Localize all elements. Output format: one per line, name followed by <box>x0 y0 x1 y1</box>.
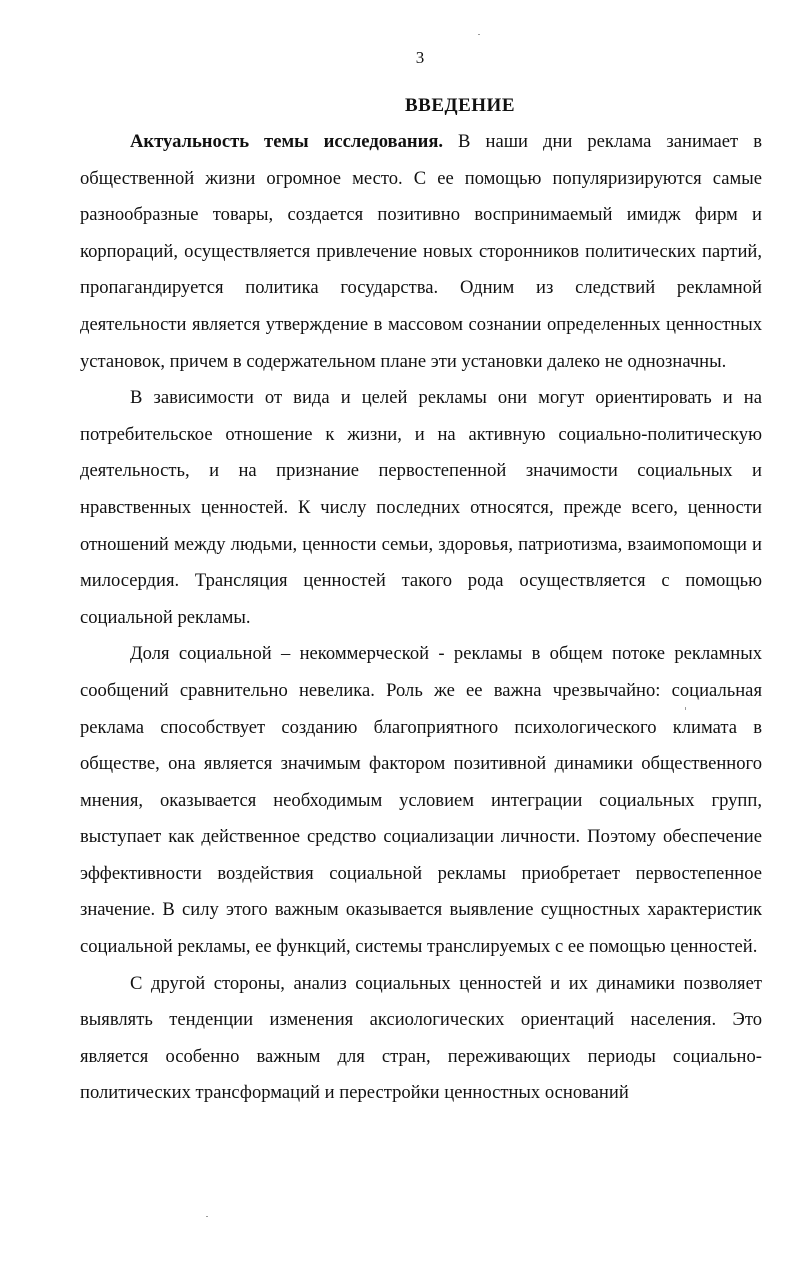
paragraph-advertising-values: В зависимости от вида и целей рекламы они могут ориентировать и на потребительское отношение к жизни, и на активную социально-политическую деятельность, и на признание первостепенной значимости социальных и нравственных ценностей. К числу последних относятся, прежде всего, ценности отношений между людьми, ценности семьи, здоровья, патриотизма, взаимопомощи и милосердия. Трансляция ценностей такого рода осуществляется с помощью социальной рекламы. <box>80 387 762 628</box>
body-text <box>80 124 762 1112</box>
paragraph-lead: Актуальность темы исследования. <box>130 131 444 152</box>
scan-speck <box>478 34 480 35</box>
page-number: 3 <box>415 48 425 67</box>
section-heading: ВВЕДЕНИЕ <box>405 95 515 116</box>
scan-speck <box>206 1216 208 1217</box>
paragraph-relevance <box>80 124 762 380</box>
paragraph-value-dynamics: С другой стороны, анализ социальных ценностей и их динамики позволяет выявлять тенденции изменения аксиологических ориентаций населения. Это является особенно важным для стран, переживающих периоды социально-политических трансформаций и перестройки ценностных оснований <box>80 972 762 1104</box>
paragraph-text: В наши дни реклама занимает в общественной жизни огромное место. С ее помощью популяризируются самые разнообразные товары, создается позитивно воспринимаемый имидж фирм и корпораций, осуществляется привлечение новых сторонников политических партий, пропагандируется политика государства. Одним из следствий рекламной деятельности является утверждение в массовом сознании определенных ценностных установок, причем в содержательном плане эти установки далеко не однозначны. <box>80 131 762 372</box>
paragraph-social-advertising-role: Доля социальной – некоммерческой - рекламы в общем потоке рекламных сообщений сравнительно невелика. Роль же ее важна чрезвычайно: социальная реклама способствует созданию благоприятного психологического климата в обществе, она является значимым фактором позитивной динамики общественного мнения, оказывается необходимым условием интеграции социальных групп, выступает как действенное средство социализации личности. Поэтому обеспечение эффективности воздействия социальной рекламы приобретает первостепенное значение. В силу этого важным оказывается выявление сущностных характеристик социальной рекламы, ее функций, системы транслируемых с ее помощью ценностей. <box>80 643 762 958</box>
scan-speck <box>685 707 686 710</box>
